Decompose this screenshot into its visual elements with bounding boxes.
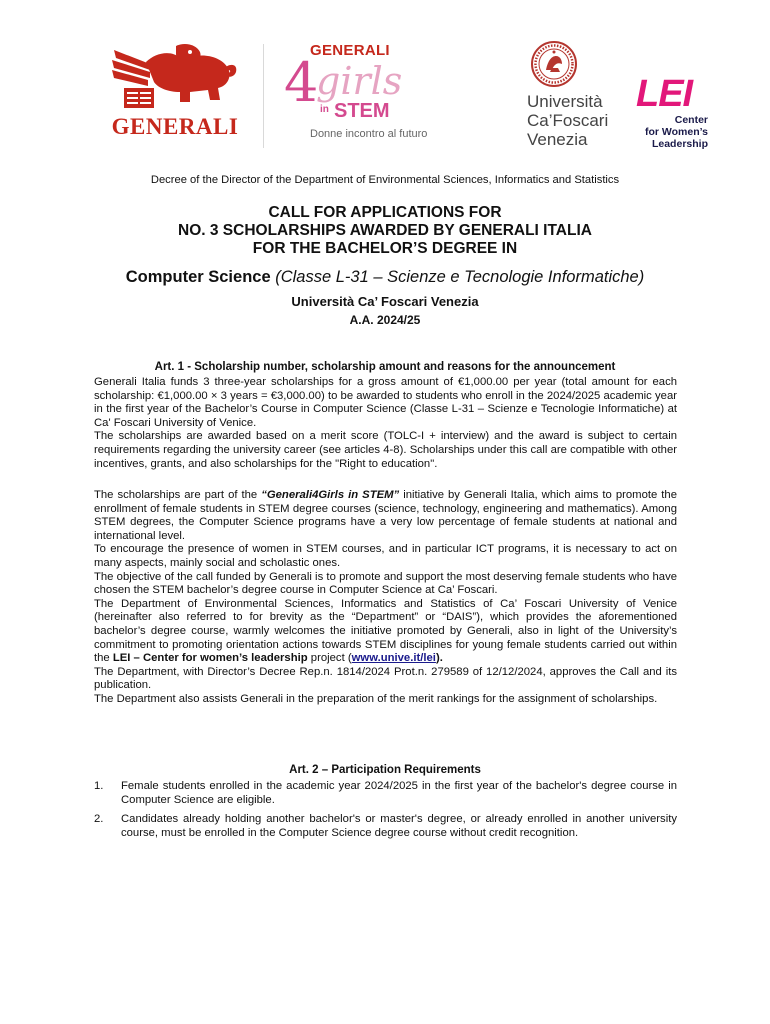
art1-paragraph-rankings: The Department also assists Generali in the preparation of the merit rankings for the assignment of scholarships. — [94, 692, 658, 705]
generali-logo — [110, 42, 240, 140]
art1-paragraph-merit: The scholarships are awarded based on a merit score (TOLC-I + interview) and the award is subject to certain requirements regarding the university career (see articles 4-8). Scholarships under this call are compatible with other incentives, grants, and also scholarships for the "Right to education". — [94, 430, 677, 470]
requirement-text: Female students enrolled in the academic year 2024/2025 in the first year of the bachelor's degree course in Computer Science are eligible. — [121, 780, 677, 806]
lei-subtitle: Center for Women’s Leadership — [644, 114, 708, 150]
ca-foscari-logo — [522, 40, 622, 152]
g4g-brand: GENERALI — [310, 42, 390, 59]
requirement-text: Candidates already holding another bachelor's or master's degree, or already enrolled in another university course, must be enrolled in the Computer Science degree course without credit recognition. — [121, 813, 677, 839]
degree-class: (Classe L-31 – Scienze e Tecnologie Informatiche) — [275, 268, 645, 286]
art1-paragraph-encourage: To encourage the presence of women in STEM courses, and in particular ICT programs, it is necessary to act on many aspects, mainly social and scholastic ones. — [94, 543, 677, 569]
academic-year: A.A. 2024/25 — [349, 313, 421, 327]
lei-project-name: LEI – Center for women’s leadership — [112, 652, 308, 665]
generali-4girls-stem-logo — [280, 42, 428, 150]
art1-paragraph-department: The Department of Environmental Sciences, Informatics and Statistics of Ca’ Foscari University of Venice (hereinafter also referred to for brevity as the “Department” or “DAIS”), which provides the aforementioned bachelor’s degree course, warmly welcomes the initiative promoted by Generali, also in light of the University’s commitment to promoting orientation actions towards STEM disciplines for young female students carried out within the LEI – Center for women’s leadership project (www.unive.it/lei). — [94, 597, 677, 665]
g4g-in: in — [320, 104, 329, 115]
title-line-1: CALL FOR APPLICATIONS FOR — [268, 204, 502, 221]
logo-divider — [263, 44, 264, 148]
title-line-2: NO. 3 SCHOLARSHIPS AWARDED BY GENERALI ITALIA — [178, 222, 592, 239]
decree-line: Decree of the Director of the Department of Environmental Sciences, Informatics and Statistics — [150, 174, 620, 186]
university-line: Università Ca’ Foscari Venezia — [291, 294, 479, 309]
art1-paragraph-funding: Generali Italia funds 3 three-year scholarships for a gross amount of €1,000.00 per year (total amount for each scholarship: €1,000.00 × 3 years = €3,000.00) to be awarded to students who enroll in the 2024/2025 academic year in the first year of the Bachelor’s Course in Computer Science (Classe L-31 – Scienze e Tecnologie Informatiche) at Ca' Foscari University of Venice. — [94, 376, 677, 429]
art2-heading: Art. 2 – Participation Requirements — [289, 764, 481, 776]
lei-logo — [628, 74, 712, 154]
requirement-number: 1. — [94, 780, 104, 792]
university-name: Università Ca’Foscari Venezia — [527, 92, 609, 149]
art1-paragraph-decree: The Department, with Director’s Decree Rep.n. 1814/2024 Prot.n. 279589 of 12/12/2024, approves the Call and its publication. — [94, 665, 677, 692]
initiative-name: “Generali4Girls in STEM” — [261, 489, 400, 501]
art1-section-funding — [94, 376, 677, 471]
g4g-girls: girls — [316, 59, 403, 103]
generali-lion-icon — [110, 42, 240, 112]
university-seal-icon — [530, 40, 578, 88]
requirement-number: 2. — [94, 813, 104, 825]
degree-name: Computer Science — [125, 268, 271, 286]
art1-paragraph-objective: The objective of the call funded by Generali is to promote and support the most deserving female students who have chosen the STEM bachelor’s degree course in Computer Science at Ca’ Foscari. — [94, 570, 677, 597]
art1-paragraph-initiative: The scholarships are part of the “Generali4Girls in STEM” initiative by Generali Italia, which aims to promote the enrollment of female students in STEM degree courses (science, technology, engineering and mathematics). Among STEM degrees, the Computer Science programs have a very low percentage of female students at national and international level. — [94, 489, 677, 542]
lei-wordmark: LEI — [636, 73, 693, 115]
g4g-stem: STEM — [334, 100, 390, 122]
art1-heading: Art. 1 - Scholarship number, scholarship amount and reasons for the announcement — [154, 361, 616, 373]
g4g-tagline: Donne incontro al futuro — [310, 128, 428, 140]
degree-subtitle — [0, 268, 770, 287]
g4g-four: 4 — [284, 51, 319, 114]
art1-section-initiative — [94, 489, 677, 707]
title-line-3: FOR THE BACHELOR’S DEGREE IN — [252, 240, 518, 257]
lei-link[interactable]: www.unive.it/lei — [351, 652, 436, 665]
generali-wordmark: GENERALI — [111, 114, 239, 139]
